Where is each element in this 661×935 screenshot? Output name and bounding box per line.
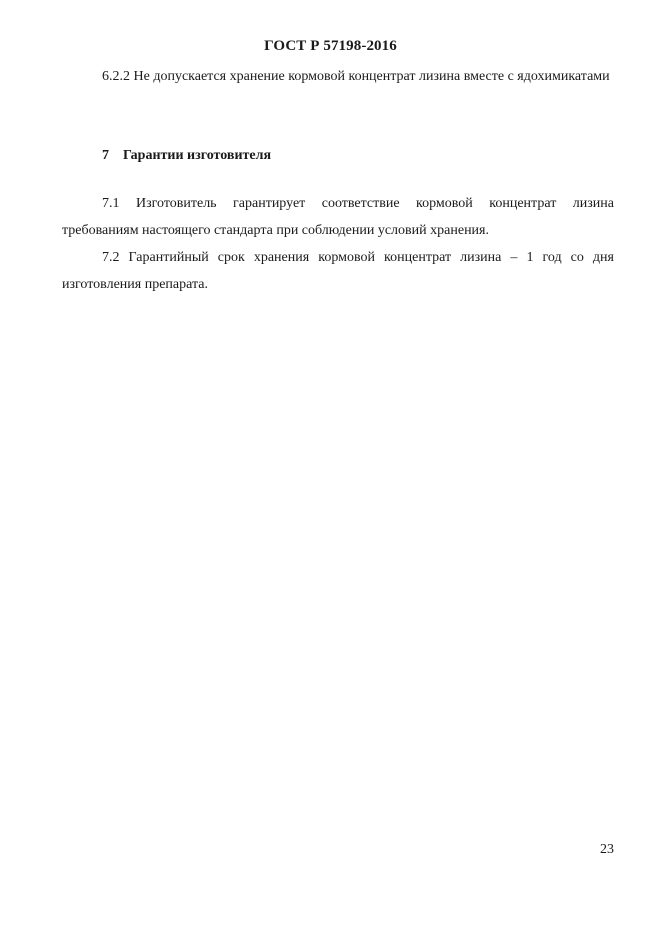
section-title: Гарантии изготовителя (123, 148, 272, 163)
page-number: 23 (600, 842, 614, 857)
paragraph-7-1 (62, 190, 614, 244)
paragraph-7-2 (62, 244, 614, 298)
paragraph-text: 7.2 Гарантийный срок хранения кормовой концентрат лизина – 1 год со дня изготовления препарата. (62, 250, 614, 292)
paragraph-text: 7.1 Изготовитель гарантирует соответствие кормовой концентрат лизина требованиям настоящего стандарта при соблюдении условий хранения. (62, 196, 614, 238)
section-heading (102, 145, 271, 167)
section-number: 7 (102, 148, 109, 163)
paragraph-text: 6.2.2 Не допускается хранение кормовой концентрат лизина вместе с ядохимикатами (102, 69, 610, 84)
document-header (0, 38, 661, 55)
doc-code: ГОСТ Р 57198-2016 (264, 38, 397, 54)
paragraph-6-2-2 (62, 63, 614, 90)
